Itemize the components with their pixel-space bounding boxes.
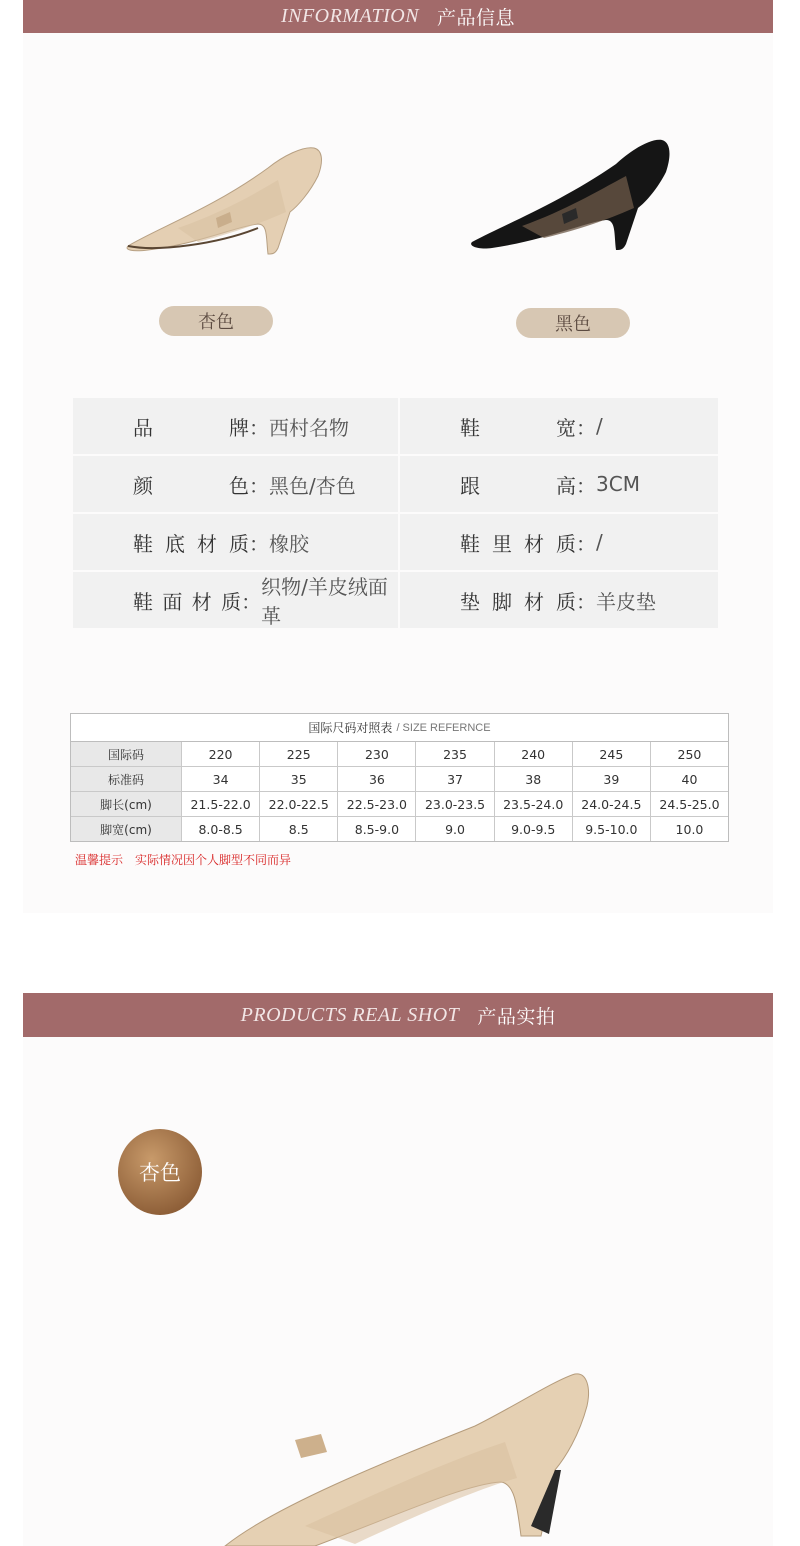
size-cell: 40 — [650, 767, 728, 792]
size-cell: 240 — [494, 742, 572, 767]
size-cell: 250 — [650, 742, 728, 767]
size-cell: 38 — [494, 767, 572, 792]
size-cell: 34 — [182, 767, 260, 792]
shot-color-badge: 杏色 — [118, 1129, 202, 1215]
real-shot-banner — [23, 993, 773, 1037]
real-shot-banner-cn: 产品实拍 — [477, 1005, 556, 1028]
spec-brand: 品牌 ： 西村名物 — [73, 398, 398, 454]
tip-text: 实际情况因个人脚型不同而异 — [135, 853, 292, 867]
info-banner-en: INFORMATION — [280, 5, 420, 27]
size-cell: 36 — [338, 767, 416, 792]
size-table — [70, 713, 729, 842]
spec-insole: 垫脚材质 ： 羊皮垫 — [400, 572, 718, 628]
size-row-header: 脚宽(cm) — [71, 817, 182, 842]
color-pill-apricot[interactable]: 杏色 — [159, 306, 273, 336]
size-cell: 9.0-9.5 — [494, 817, 572, 842]
spec-color: 颜色 ： 黑色/杏色 — [73, 456, 398, 512]
size-cell: 23.5-24.0 — [494, 792, 572, 817]
size-table-caption — [71, 714, 728, 742]
spec-table — [73, 398, 718, 628]
size-cell: 21.5-22.0 — [182, 792, 260, 817]
spec-upper: 鞋面材质 ： 织物/羊皮绒面革 — [73, 572, 398, 628]
size-table-title: 国际尺码对照表 — [308, 721, 393, 735]
size-cell: 245 — [572, 742, 650, 767]
tip-label: 温馨提示 — [75, 853, 124, 867]
size-cell: 35 — [260, 767, 338, 792]
size-cell: 37 — [416, 767, 494, 792]
size-cell: 22.5-23.0 — [338, 792, 416, 817]
size-cell: 8.5 — [260, 817, 338, 842]
info-banner — [23, 0, 773, 33]
real-shot-shoe-image — [215, 1366, 635, 1546]
size-table-grid — [71, 742, 728, 841]
color-pill-black[interactable]: 黑色 — [516, 308, 630, 338]
spec-sole: 鞋底材质 ： 橡胶 — [73, 514, 398, 570]
size-cell: 23.0-23.5 — [416, 792, 494, 817]
size-cell: 235 — [416, 742, 494, 767]
size-cell: 225 — [260, 742, 338, 767]
size-cell: 220 — [182, 742, 260, 767]
size-table-row — [71, 817, 728, 842]
size-cell: 10.0 — [650, 817, 728, 842]
size-cell: 22.0-22.5 — [260, 792, 338, 817]
info-banner-cn: 产品信息 — [437, 7, 516, 29]
apricot-shoe-image — [118, 128, 348, 268]
size-cell: 9.5-10.0 — [572, 817, 650, 842]
size-cell: 8.5-9.0 — [338, 817, 416, 842]
spec-lining: 鞋里材质 ： / — [400, 514, 718, 570]
size-row-header: 国际码 — [71, 742, 182, 767]
size-cell: 39 — [572, 767, 650, 792]
tip-note — [75, 851, 303, 868]
size-table-row — [71, 792, 728, 817]
spec-width: 鞋宽 ： / — [400, 398, 718, 454]
real-shot-banner-en: PRODUCTS REAL SHOT — [240, 1003, 460, 1026]
size-table-row — [71, 767, 728, 792]
size-cell: 8.0-8.5 — [182, 817, 260, 842]
size-table-row — [71, 742, 728, 767]
size-cell: 230 — [338, 742, 416, 767]
size-cell: 24.0-24.5 — [572, 792, 650, 817]
size-row-header: 脚长(cm) — [71, 792, 182, 817]
spec-heel: 跟高 ： 3CM — [400, 456, 718, 512]
size-cell: 24.5-25.0 — [650, 792, 728, 817]
size-row-header: 标准码 — [71, 767, 182, 792]
size-table-subtitle: / SIZE REFERNCE — [396, 721, 491, 734]
size-cell: 9.0 — [416, 817, 494, 842]
black-shoe-image — [466, 128, 696, 268]
